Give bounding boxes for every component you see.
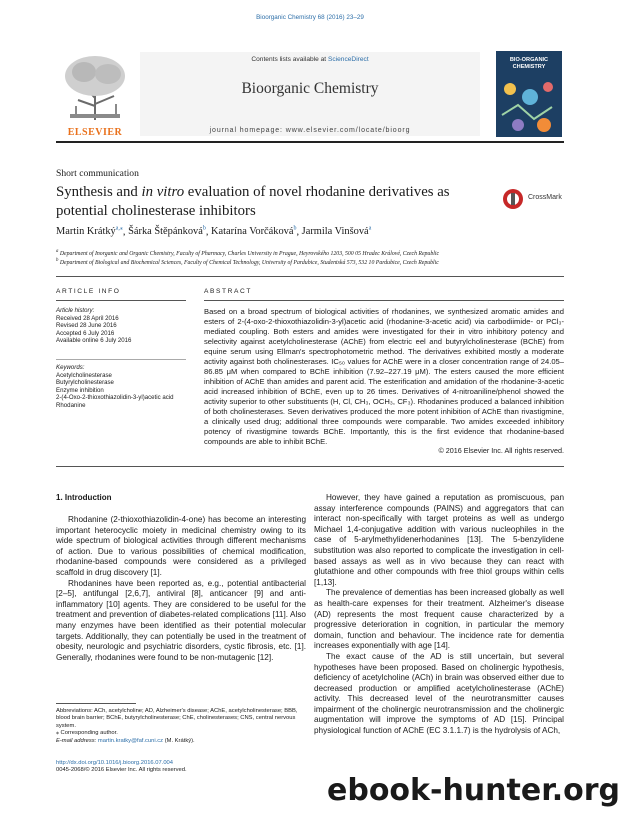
- author-4[interactable]: Jarmila Vinšová$^a$: [301, 226, 372, 238]
- author-list: Martin Krátký$^{a,⁎}$, Šárka Štěpánková$^b$, Katarína Vorčáková$^b$, Jarmila Vinšová$^a$: [56, 226, 372, 238]
- article-info-heading: ARTICLE INFO: [56, 288, 121, 295]
- doi-link[interactable]: http://dx.doi.org/10.1016/j.bioorg.2016.07.004: [56, 760, 173, 766]
- journal-name: Bioorganic Chemistry: [241, 80, 379, 97]
- email-link[interactable]: martin.kratky@faf.cuni.cz: [97, 737, 164, 744]
- paragraph: The prevalence of dementias has been increased globally as well as health-care expenses for their treatment. Alzheimer's disease (AD) represents the most frequent cause characterized by a progressive deterioration in cognition, in particular the memory domain, function and behaviour. The incidence rate for dementia increases exponentially with age [14].: [314, 588, 564, 651]
- author-1[interactable]: Martin Krátký$^{a,⁎}$: [56, 226, 123, 238]
- homepage-url[interactable]: www.elsevier.com/locate/bioorg: [285, 127, 411, 134]
- watermark-text: ebook-hunter.org: [327, 773, 620, 808]
- contents-available: [140, 56, 480, 63]
- affiliation-a: $^a$ Department of Inorganic and Organic Chemistry, Faculty of Pharmacy, Charles University in Prague, Heyrovského 1203, 500 05 Hradec Králové, Czech Republic: [56, 249, 440, 257]
- paragraph: Rhodanine (2-thioxothiazolidin-4-one) has become an interesting important heterocyclic moiety in medicinal chemistry owing to its wide spectrum of biological activities through different mechanisms of action. Due to various possibilities of chemical modification, rhodanine-based compounds were considered as a privileged scaffold in drug discovery [1].: [56, 515, 306, 577]
- article-info-rule: [56, 300, 186, 301]
- paragraph: However, they have gained a reputation as promiscuous, pan assay interference compounds (PAINS) and aggregators that can interact non-specifically with target proteins as well as undergo Michael 1,4-conjugative addition with various nucleophiles in the case of 5-arylmethylidenerhodanines [13]. The 5-benzylidene substitution was also reported to complicate the investigation in cell-based assays as well as in vivo because they can react with glutathione and other compounds with free thiol groups within cells [1,13].: [314, 493, 564, 587]
- left-column: [56, 515, 306, 663]
- header-divider: [56, 141, 564, 143]
- paragraph: Rhodanines have been reported as, e.g., potential antibacterial [2–5], antifungal [2,6,7], antiviral [8], anticancer [9] and anti-inflammatory [10] agents. They are considered to be useful for the treatment and prevention of diabetes-related complications [11]. Also many enzymes have been identified as their potential molecular targets. Additionally, they can potentially be used in the treatment of obesity, neurologic and psychiatric disorders, cystic fibrosis, etc. [1]. Generally, rhodanines were found to be non-mutagenic [12].: [56, 578, 306, 662]
- running-header[interactable]: Bioorganic Chemistry 68 (2016) 23–29: [256, 14, 364, 21]
- email-footnote: E-mail address: martin.kratky@faf.cuni.cz (M. Krátký).: [56, 737, 195, 744]
- abbreviations-footnote: Abbreviations: ACh, acetylcholine; AD, Alzheimer's disease; AChE, acetylcholinesterase; BBB, blood brain barrier; BChE, butyrylcholinesterase; ChE, cholinesterases; CNS, central nervous system.: [56, 708, 298, 729]
- issn-line: 0045-2068/© 2016 Elsevier Inc. All rights reserved.: [56, 767, 187, 774]
- contents-prefix: Contents lists available at: [251, 56, 327, 63]
- abstract-copyright: © 2016 Elsevier Inc. All rights reserved.: [438, 446, 564, 455]
- author-3[interactable]: Katarína Vorčáková$^b$: [211, 226, 297, 238]
- article-type: Short communication: [56, 168, 139, 179]
- keywords-rule: [56, 359, 186, 360]
- abstract-heading: ABSTRACT: [204, 288, 252, 295]
- footnotes: [56, 708, 306, 745]
- elsevier-logo-text: ELSEVIER: [67, 127, 123, 138]
- crossmark-icon: [502, 188, 524, 210]
- article-title: [56, 183, 486, 221]
- right-column: [314, 493, 564, 737]
- title-part-b: in vitro: [141, 184, 185, 200]
- sciencedirect-link[interactable]: ScienceDirect: [327, 56, 369, 63]
- abstract-text: Based on a broad spectrum of biological activities of rhodanines, we synthesized aromatic amides and esters of 2-(4-oxo-2-thioxothiazolidin-3-yl)acetic acid (rhodanine-3-acetic acid) via carbodiimide- or PCl₃-mediated coupling. Both esters and amides were investigated for their in vitro inhibitory potency and selectivity against acetylcholinesterase (AChE) from electric eel and butyrylcholinesterase (BChE) from equine serum using Ellman's spectrophotometric method. The derivatives exhibited mostly a moderate activity against both cholinesterases. IC₅₀ values for AChE were in a closer concentration range of 24.05–86.85 μM when compared to BChE inhibition (7.92–227.19 μM). The esters caused the more efficient inhibition of AChE than amides and parent acid. The esterification and amidation of the rhodanine-3-acetic acid increased inhibition of BChE, even up to 26 times. Derivatives of 4-nitroaniline/phenol showed the activity superior to other substituents (H, Cl, CH₃, OCH₃, CF₃). Rhodanines produced a balanced inhibition of both cholinesterases. Seven derivatives produced the more potent inhibition of AChE than rivastigmine, a clinically used drug; additional three compounds were comparable. Two amides exceeded inhibitory potency of rivastigmine towards BChE. Importantly, this is the first evidence that rhodanine-based compounds are able to inhibit BChE.: [204, 307, 564, 446]
- journal-cover-thumbnail[interactable]: [496, 51, 562, 137]
- abstract-rule: [204, 300, 564, 301]
- cover-art: [496, 75, 562, 137]
- corresponding-author-note: ⁎ Corresponding author.: [56, 730, 118, 737]
- author-2[interactable]: Šárka Štěpánková$^b$: [128, 226, 206, 238]
- section-heading-introduction: 1. Introduction: [56, 493, 112, 502]
- crossmark-badge[interactable]: [502, 188, 582, 210]
- affiliation-divider: [56, 276, 564, 277]
- elsevier-tree-logo: [56, 50, 134, 126]
- keywords-list: Keywords: Acetylcholinesterase Butyrylcholinesterase Enzyme inhibition 2-(4-Oxo-2-thioxothiazolidin-3-yl)acetic acid Rhodanine: [56, 364, 174, 409]
- cover-title: BIO-ORGANIC CHEMISTRY: [509, 57, 549, 70]
- homepage-prefix: journal homepage:: [209, 127, 283, 134]
- title-part-a: Synthesis and: [56, 184, 142, 200]
- journal-homepage: [140, 127, 480, 134]
- crossmark-label: CrossMark: [528, 194, 562, 201]
- affiliation-b: $^b$ Department of Biological and Biochemical Sciences, Faculty of Chemical Technology, University of Pardubice, Studentská 573, 532 10 Pardubice, Czech Republic: [56, 258, 439, 266]
- title-part-c: evaluation of novel rhodanine derivatives as potential cholinesterase inhibitors: [56, 184, 450, 219]
- abstract-divider: [56, 466, 564, 467]
- footnote-rule: [56, 703, 136, 704]
- paragraph: The exact cause of the AD is still uncertain, but several hypotheses have been proposed. Based on cholinergic hypothesis, deficiency of acetylcholine (ACh) in brain was observed either due to decreased production or amplified acetylcholinesterase (AChE) activity. This decreased level of the neurotransmitter causes impairment of the cholinergic neurotransmission and the cholinergic augmentation will improve the symptoms of AD [15]. Principal physiological function of AChE (EC 3.1.1.7) is the hydrolysis of ACh,: [314, 651, 564, 736]
- article-history: Article history: Received 28 April 2016 Revised 28 June 2016 Accepted 6 July 2016 Available online 6 July 2016: [56, 307, 132, 345]
